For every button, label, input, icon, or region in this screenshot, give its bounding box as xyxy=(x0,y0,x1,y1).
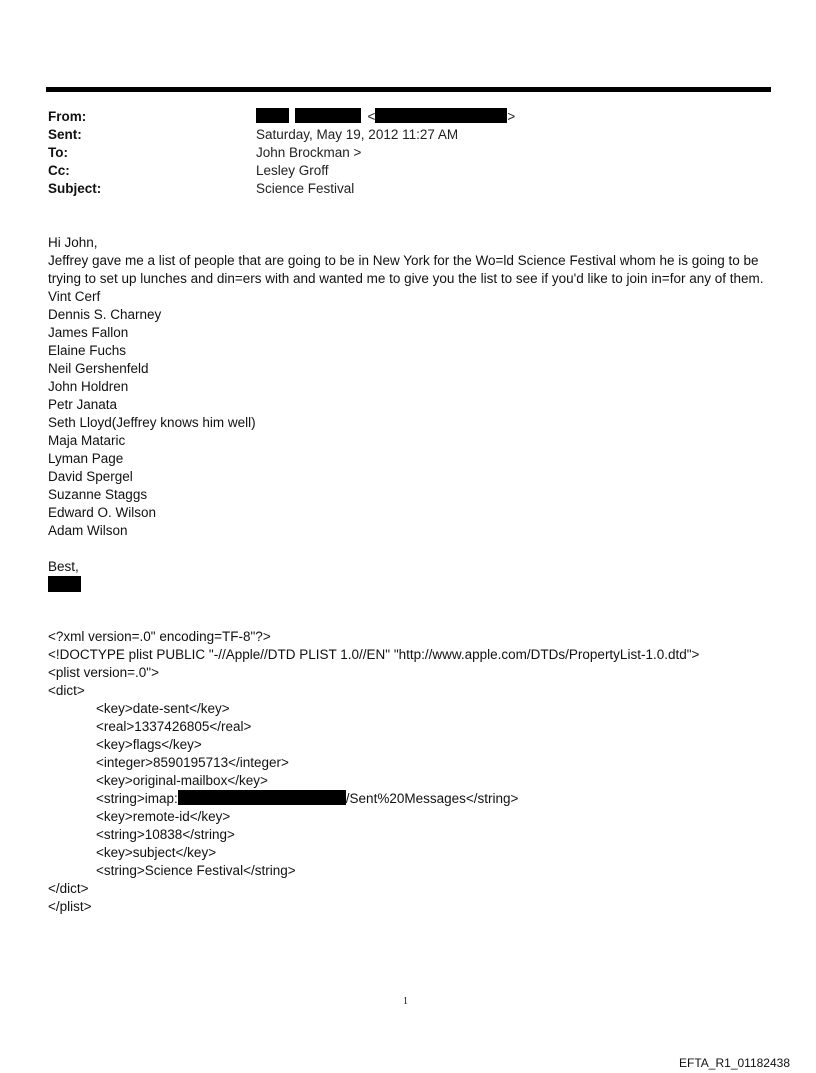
xml-fragment: /Sent%20Messages</string> xyxy=(345,791,519,806)
redaction-box xyxy=(375,108,507,123)
sent-label: Sent: xyxy=(48,127,82,142)
header-rule xyxy=(46,87,771,92)
xml-line: </dict> xyxy=(48,881,89,896)
cc-value: Lesley Groff xyxy=(256,163,329,178)
email-body xyxy=(48,234,768,595)
redaction-box xyxy=(295,108,361,123)
list-item: James Fallon xyxy=(48,325,129,340)
xml-fragment: <string>imap: xyxy=(96,791,178,806)
list-item: Petr Janata xyxy=(48,397,118,412)
body-paragraph: Jeffrey gave me a list of people that are going to be in New York for the Wo=ld Science Festival whom he is going to be trying to set up lunches and din=ers with and wanted me to give you the list to see if you'd like to join in=for any of them. xyxy=(48,253,764,286)
signature-redaction xyxy=(48,576,81,592)
list-item: Lyman Page xyxy=(48,451,124,466)
list-item: John Holdren xyxy=(48,379,129,394)
list-item: Vint Cerf xyxy=(48,289,101,304)
page-number: 1 xyxy=(403,996,408,1007)
to-label: To: xyxy=(48,145,68,160)
redaction-box xyxy=(178,790,346,805)
xml-line: <key>flags</key> xyxy=(96,737,202,752)
list-item: Dennis S. Charney xyxy=(48,307,162,322)
subject-value: Science Festival xyxy=(256,181,355,196)
xml-line: <real>1337426805</real> xyxy=(96,719,252,734)
xml-line: <string>Science Festival</string> xyxy=(96,863,296,878)
from-label: From: xyxy=(48,109,87,124)
xml-line: <integer>8590195713</integer> xyxy=(96,755,289,770)
from-gt: > xyxy=(507,109,516,124)
xml-line: <key>original-mailbox</key> xyxy=(96,773,268,788)
signoff: Best, xyxy=(48,559,79,574)
xml-line: <plist version=.0"> xyxy=(48,665,159,680)
names-list xyxy=(48,288,768,540)
xml-line: <!DOCTYPE plist PUBLIC "-//Apple//DTD PLIST 1.0//EN" "http://www.apple.com/DTDs/PropertyList-1.0.dtd"> xyxy=(48,647,700,662)
xml-line: </plist> xyxy=(48,899,92,914)
list-item: Elaine Fuchs xyxy=(48,343,127,358)
redaction-box xyxy=(256,108,289,123)
list-item: Neil Gershenfeld xyxy=(48,361,149,376)
xml-line: <key>date-sent</key> xyxy=(96,701,230,716)
subject-label: Subject: xyxy=(48,181,102,196)
xml-line: <?xml version=.0" encoding=TF-8"?> xyxy=(48,629,271,644)
list-item: Edward O. Wilson xyxy=(48,505,157,520)
plist-xml xyxy=(48,628,699,916)
xml-line: <dict> xyxy=(48,683,85,698)
xml-line: <key>remote-id</key> xyxy=(96,809,231,824)
xml-line: <string>10838</string> xyxy=(96,827,235,842)
list-item: David Spergel xyxy=(48,469,133,484)
from-lt: < xyxy=(367,109,376,124)
xml-line: <key>subject</key> xyxy=(96,845,217,860)
from-value xyxy=(256,108,515,126)
greeting: Hi John, xyxy=(48,235,98,250)
list-item: Maja Mataric xyxy=(48,433,126,448)
cc-label: Cc: xyxy=(48,163,70,178)
document-id: EFTA_R1_01182438 xyxy=(679,1056,790,1070)
to-value: John Brockman > xyxy=(256,145,362,160)
list-item: Seth Lloyd(Jeffrey knows him well) xyxy=(48,415,256,430)
xml-line xyxy=(48,790,699,808)
sent-value: Saturday, May 19, 2012 11:27 AM xyxy=(256,127,459,142)
list-item: Adam Wilson xyxy=(48,523,128,538)
list-item: Suzanne Staggs xyxy=(48,487,148,502)
